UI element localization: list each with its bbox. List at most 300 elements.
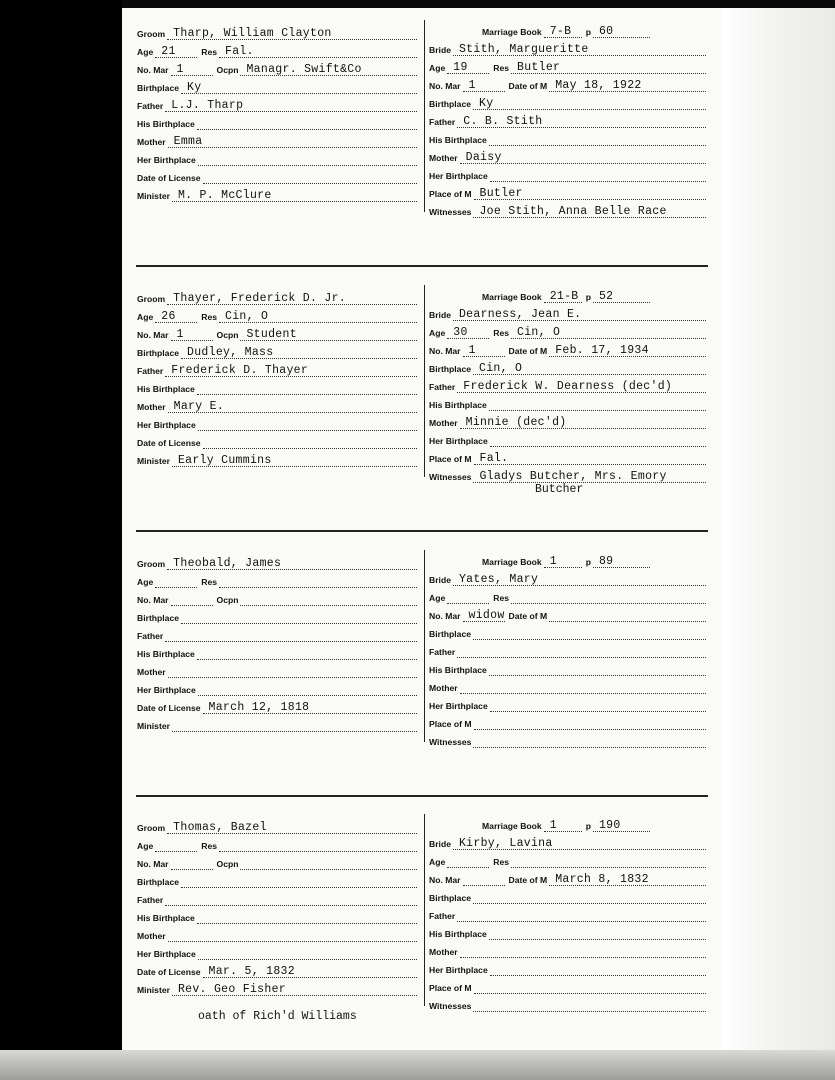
marriage-book-label: Marriage Book [482,27,542,37]
father-label: Father [429,647,456,657]
b-father-value: C. B. Stith [463,115,543,128]
g-age-value: 26 [161,310,176,323]
g-minister-field [172,718,417,732]
b-date-m-field [549,343,706,357]
bride-row-place-of-m [429,184,706,200]
bride-row-her-birthplace [429,960,706,976]
g-age-field [155,838,197,852]
g-ocpn-field [240,856,417,870]
bride-row-birthplace [429,624,706,640]
g-father-value: L.J. Tharp [171,99,244,112]
g-no-mar-field [171,327,213,341]
g-ocpn-value: Student [246,328,297,341]
groom-row-date-of-license [137,433,417,449]
bride-row-bride [429,305,706,321]
date-of-m-label: Date of M [508,611,548,621]
p-label: p [585,821,591,831]
record-separator [136,795,708,797]
b-mother-field [460,680,706,694]
bride-row-age [429,58,706,74]
groom-row-groom [137,818,417,834]
b-date-m-value: May 18, 1922 [555,79,642,92]
g-mother-field [168,399,417,413]
record-separator [136,265,708,267]
groom-row-father [137,890,417,906]
bride-value: Yates, Mary [458,573,539,586]
groom-row-her-birthplace [137,415,417,431]
mother-label: Mother [137,667,166,677]
b-res-value: Butler [517,61,561,74]
b-place-m-field [474,186,706,200]
book-field [544,818,582,832]
groom-row-father [137,361,417,377]
bride-row-age [429,852,706,868]
ocpn-label: Ocpn [216,65,239,75]
b-birthplace-field [473,96,706,110]
his-birthplace-label: His Birthplace [137,384,195,394]
bride-field [453,572,706,586]
g-minister-field [172,453,417,467]
b-date-m-field [549,608,706,622]
bride-row-birthplace [429,359,706,375]
birthplace-label: Birthplace [137,83,180,93]
scan-border-right [722,8,835,1072]
father-label: Father [429,911,456,921]
res-label: Res [201,841,218,851]
marriage-book-label: Marriage Book [482,292,542,302]
b-witnesses-field [473,998,706,1012]
no-mar-label: No. Mar [137,65,169,75]
bride-row-witnesses [429,996,706,1012]
b-age-field [447,854,489,868]
g-minister-value: Early Cummins [177,454,272,467]
father-label: Father [137,366,164,376]
g-mother-value: Mary E. [173,400,225,413]
date-of-m-label: Date of M [508,81,548,91]
b-mother-field [460,415,706,429]
b-res-field [511,854,706,868]
g-res-field [219,838,417,852]
groom-row-no-mar [137,60,417,76]
bride-row-marriage-book [482,22,650,38]
no-mar-label: No. Mar [137,859,169,869]
minister-label: Minister [137,721,170,731]
bride-row-mother [429,942,706,958]
b-witnesses-value: Gladys Butcher, Mrs. Emory [479,470,667,483]
mother-label: Mother [429,153,458,163]
page-field [593,554,650,568]
b-her-birthplace-field [490,962,706,976]
g-date-license-field [203,435,417,449]
res-label: Res [201,312,218,322]
ocpn-label: Ocpn [216,330,239,340]
bride-row-bride [429,834,706,850]
b-res-field [511,60,706,74]
groom-row-mother [137,397,417,413]
bride-row-mother [429,413,706,429]
b-birthplace-field [473,890,706,904]
g-birthplace-field [181,610,417,624]
g-her-birthplace-field [198,152,417,166]
bride-row-marriage-book [482,816,650,832]
g-res-value: Cin, O [225,310,269,323]
b-birthplace-field [473,361,706,375]
date-of-license-label: Date of License [137,438,201,448]
groom-row-minister [137,980,417,996]
groom-row-date-of-license [137,168,417,184]
record-note: oath of Rich'd Williams [198,1010,357,1023]
mother-label: Mother [137,931,166,941]
no-mar-label: No. Mar [429,875,461,885]
bride-row-her-birthplace [429,696,706,712]
book-field [544,289,582,303]
age-label: Age [137,577,154,587]
bride-value: Kirby, Lavina [458,837,553,850]
g-age-field [155,44,197,58]
bride-row-bride [429,40,706,56]
column-divider [424,550,425,742]
her-birthplace-label: Her Birthplace [137,420,196,430]
g-no-mar-field [171,62,213,76]
groom-row-mother [137,662,417,678]
age-label: Age [137,841,154,851]
bride-label: Bride [429,839,451,849]
g-date-license-field [203,170,417,184]
witnesses-label: Witnesses [429,737,472,747]
bride-field [453,836,706,850]
bride-row-witnesses [429,467,706,483]
age-label: Age [429,857,446,867]
no-mar-label: No. Mar [429,346,461,356]
groom-row-his-birthplace [137,379,417,395]
b-no-mar-value: 1 [468,79,476,92]
g-mother-value: Emma [173,135,203,148]
groom-row-minister [137,451,417,467]
g-minister-value: M. P. McClure [177,189,272,202]
her-birthplace-label: Her Birthplace [137,685,196,695]
father-label: Father [137,631,164,641]
g-his-birthplace-field [197,646,417,660]
g-res-field [219,309,417,323]
bride-row-place-of-m [429,449,706,465]
minister-label: Minister [137,985,170,995]
res-label: Res [201,47,218,57]
groom-value: Theobald, James [173,557,282,570]
witnesses-label: Witnesses [429,472,472,482]
bride-row-his-birthplace [429,130,706,146]
b-his-birthplace-field [489,926,706,940]
g-age-field [155,309,197,323]
p-label: p [585,557,591,567]
g-no-mar-field [171,856,213,870]
b-date-m-field [549,78,706,92]
witnesses-label: Witnesses [429,207,472,217]
ocpn-label: Ocpn [216,595,239,605]
b-place-m-value: Fal. [479,452,509,465]
b-date-m-value: Feb. 17, 1934 [555,344,649,357]
column-divider [424,285,425,477]
g-no-mar-field [171,592,213,606]
bride-value: Dearness, Jean E. [458,308,582,321]
g-mother-field [168,928,417,942]
groom-label: Groom [137,823,166,833]
b-birthplace-value: Cin, O [479,362,523,375]
bride-row-witnesses [429,732,706,748]
b-age-field [447,325,489,339]
father-label: Father [429,382,456,392]
groom-row-age [137,836,417,852]
mother-label: Mother [429,947,458,957]
b-his-birthplace-field [489,397,706,411]
b-his-birthplace-field [489,662,706,676]
minister-label: Minister [137,456,170,466]
bride-row-father [429,112,706,128]
bride-row-his-birthplace [429,660,706,676]
b-date-m-field [549,872,706,886]
b-no-mar-field [463,78,505,92]
groom-value: Tharp, William Clayton [173,27,332,40]
father-label: Father [137,101,164,111]
b-age-field [447,60,489,74]
scan-border-left [0,0,122,1080]
res-label: Res [493,857,510,867]
g-birthplace-value: Ky [187,81,202,94]
birthplace-label: Birthplace [429,364,472,374]
groom-row-birthplace [137,343,417,359]
book-value: 21-B [549,290,579,303]
b-witnesses-field [473,469,706,483]
groom-row-groom [137,554,417,570]
bride-field [453,42,706,56]
groom-row-minister [137,186,417,202]
bride-label: Bride [429,310,451,320]
b-witnesses-field [473,734,706,748]
witnesses-continued: Butcher [535,483,584,496]
her-birthplace-label: Her Birthplace [429,965,488,975]
his-birthplace-label: His Birthplace [429,135,487,145]
b-her-birthplace-field [490,698,706,712]
groom-row-no-mar [137,590,417,606]
b-mother-value: Daisy [465,151,502,164]
groom-field [167,556,417,570]
mother-label: Mother [137,402,166,412]
g-father-field [165,628,417,642]
b-no-mar-field [463,343,505,357]
g-date-license-field [203,964,417,978]
g-father-value: Frederick D. Thayer [171,364,309,377]
groom-row-date-of-license [137,962,417,978]
g-ocpn-value: Managr. Swift&Co [246,63,362,76]
groom-row-age [137,572,417,588]
b-birthplace-value: Ky [479,97,494,110]
her-birthplace-label: Her Birthplace [137,949,196,959]
no-mar-label: No. Mar [137,595,169,605]
g-mother-field [168,134,417,148]
groom-field [167,291,417,305]
groom-row-groom [137,289,417,305]
g-minister-field [172,982,417,996]
g-age-field [155,574,197,588]
b-witnesses-field [473,204,706,218]
bride-row-her-birthplace [429,431,706,447]
groom-value: Thayer, Frederick D. Jr. [173,292,346,305]
bride-row-no-mar [429,76,706,92]
groom-row-birthplace [137,78,417,94]
b-no-mar-field [463,872,505,886]
g-ocpn-field [240,327,417,341]
groom-label: Groom [137,294,166,304]
g-birthplace-value: Dudley, Mass [187,346,274,359]
g-res-field [219,44,417,58]
book-value: 1 [549,555,557,568]
g-ocpn-field [240,62,417,76]
witnesses-label: Witnesses [429,1001,472,1011]
b-age-value: 30 [453,326,468,339]
page-value: 60 [598,25,614,38]
birthplace-label: Birthplace [137,348,180,358]
mother-label: Mother [429,418,458,428]
date-of-license-label: Date of License [137,173,201,183]
date-of-m-label: Date of M [508,346,548,356]
bride-row-birthplace [429,94,706,110]
groom-row-minister [137,716,417,732]
b-mother-value: Minnie (dec'd) [465,416,567,429]
groom-row-his-birthplace [137,644,417,660]
bride-row-marriage-book [482,552,650,568]
groom-row-age [137,307,417,323]
groom-field [167,26,417,40]
groom-row-birthplace [137,608,417,624]
place-of-m-label: Place of M [429,983,472,993]
place-of-m-label: Place of M [429,454,472,464]
b-age-value: 19 [453,61,468,74]
bride-label: Bride [429,575,451,585]
place-of-m-label: Place of M [429,719,472,729]
b-date-m-value: March 8, 1832 [555,873,649,886]
date-of-license-label: Date of License [137,703,201,713]
record-separator [136,530,708,532]
age-label: Age [429,593,446,603]
b-res-field [511,590,706,604]
date-of-m-label: Date of M [508,875,548,885]
groom-row-her-birthplace [137,944,417,960]
father-label: Father [137,895,164,905]
groom-row-mother [137,926,417,942]
b-her-birthplace-field [490,168,706,182]
groom-row-no-mar [137,854,417,870]
marriage-book-label: Marriage Book [482,821,542,831]
g-age-value: 21 [161,45,176,58]
groom-row-her-birthplace [137,680,417,696]
g-minister-field [172,188,417,202]
g-date-license-field [203,700,417,714]
age-label: Age [429,63,446,73]
his-birthplace-label: His Birthplace [429,929,487,939]
his-birthplace-label: His Birthplace [137,649,195,659]
groom-row-his-birthplace [137,908,417,924]
her-birthplace-label: Her Birthplace [429,171,488,181]
birthplace-label: Birthplace [429,629,472,639]
groom-value: Thomas, Bazel [173,821,267,834]
bride-row-mother [429,678,706,694]
bride-row-no-mar [429,870,706,886]
b-res-value: Cin, O [517,326,561,339]
column-divider [424,20,425,212]
book-value: 7-B [549,25,572,38]
res-label: Res [493,593,510,603]
bride-row-age [429,323,706,339]
birthplace-label: Birthplace [429,893,472,903]
his-birthplace-label: His Birthplace [137,913,195,923]
b-res-field [511,325,706,339]
book-value: 1 [549,819,557,832]
her-birthplace-label: Her Birthplace [429,436,488,446]
his-birthplace-label: His Birthplace [137,119,195,129]
age-label: Age [137,312,154,322]
g-his-birthplace-field [197,116,417,130]
age-label: Age [137,47,154,57]
mother-label: Mother [137,137,166,147]
b-father-field [457,908,706,922]
g-birthplace-field [181,345,417,359]
her-birthplace-label: Her Birthplace [137,155,196,165]
g-his-birthplace-field [197,381,417,395]
groom-row-date-of-license [137,698,417,714]
g-her-birthplace-field [198,417,417,431]
bride-row-father [429,642,706,658]
bride-row-place-of-m [429,714,706,730]
g-father-field [165,363,417,377]
bride-row-bride [429,570,706,586]
p-label: p [585,292,591,302]
book-field [544,24,582,38]
bride-row-father [429,377,706,393]
res-label: Res [201,577,218,587]
b-her-birthplace-field [490,433,706,447]
bride-row-witnesses [429,202,706,218]
age-label: Age [429,328,446,338]
g-no-mar-value: 1 [176,328,184,341]
g-birthplace-field [181,874,417,888]
no-mar-label: No. Mar [137,330,169,340]
bride-row-age [429,588,706,604]
column-divider [424,814,425,1006]
bride-row-no-mar [429,341,706,357]
bride-value: Stith, Margueritte [458,43,589,56]
g-birthplace-field [181,80,417,94]
res-label: Res [493,328,510,338]
b-age-field [447,590,489,604]
groom-row-age [137,42,417,58]
bride-row-his-birthplace [429,924,706,940]
bride-row-birthplace [429,888,706,904]
g-date-license-value: Mar. 5, 1832 [208,965,295,978]
g-her-birthplace-field [198,946,417,960]
birthplace-label: Birthplace [137,877,180,887]
groom-row-his-birthplace [137,114,417,130]
groom-row-mother [137,132,417,148]
bride-row-no-mar [429,606,706,622]
b-his-birthplace-field [489,132,706,146]
father-label: Father [429,117,456,127]
marriage-book-label: Marriage Book [482,557,542,567]
g-mother-field [168,664,417,678]
b-father-field [457,644,706,658]
place-of-m-label: Place of M [429,189,472,199]
page-value: 89 [598,555,614,568]
g-no-mar-value: 1 [176,63,184,76]
date-of-license-label: Date of License [137,967,201,977]
